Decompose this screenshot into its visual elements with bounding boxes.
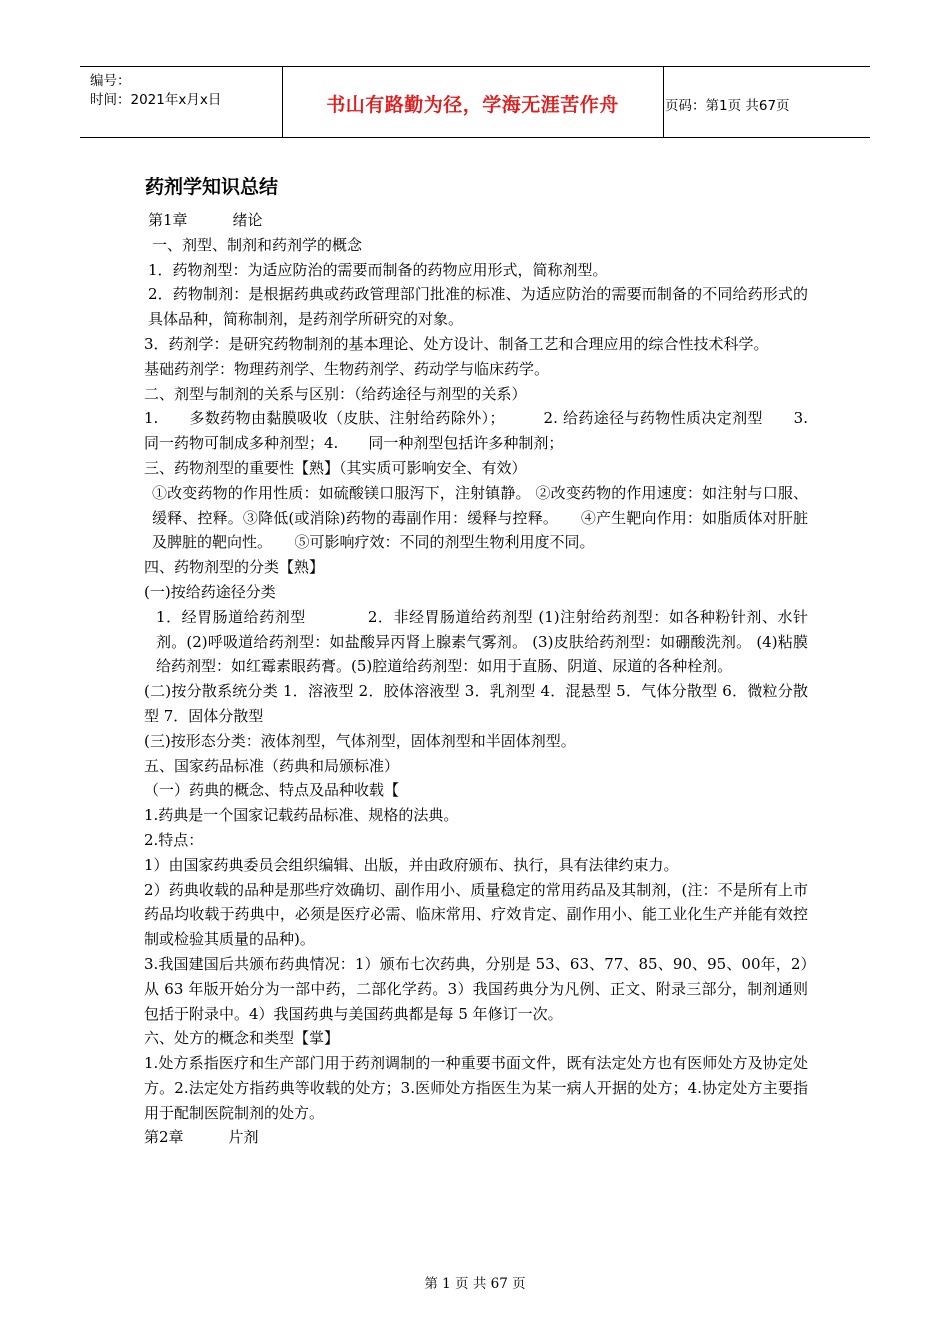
number-label: 编号： xyxy=(90,73,131,89)
paragraph: 1.处方系指医疗和生产部门用于药剂调制的一种重要书面文件，既有法定处方也有医师处方及协定处方。2.法定处方指药典等收载的处方；3.医师处方指医生为某一病人开据的处方；4.协定处方主要指用于配制医院制剂的处方。 xyxy=(144,1054,808,1122)
document-title: 药剂学知识总结 xyxy=(145,176,279,198)
subsection-heading: （一）药典的概念、特点及品种收载【 xyxy=(144,781,400,800)
header-table xyxy=(80,66,870,138)
paragraph: 2．药物制剂：是根据药典或药政管理部门批准的标准、为适应防治的需要而制备的不同给药形式的具体品种，简称制剂，是药剂学所研究的对象。 xyxy=(148,285,808,329)
section-heading: 一、剂型、制剂和药剂学的概念 xyxy=(152,235,363,254)
header-motto: 书山有路勤为径，学海无涯苦作舟 xyxy=(326,94,619,116)
paragraph: 1）由国家药典委员会组织编辑、出版，并由政府颁布、执行，具有法律约束力。 xyxy=(144,855,679,874)
paragraph: ①改变药物的作用性质：如硫酸镁口服泻下，注射镇静。 ②改变药物的作用速度：如注射与口服、缓释、控释。③降低(或消除)药物的毒副作用：缓释与控释。 ④产生靶向作用：如脂质体对肝脏及脾脏的靶向性。 ⑤可影响疗效：不同的剂型生物利用度不同。 xyxy=(152,483,808,552)
paragraph: (二)按分散系统分类 1．溶液型 2．胶体溶液型 3．乳剂型 4．混悬型 5．气体分散型 6．微粒分散型 7．固体分散型 xyxy=(144,682,808,725)
paragraph: 2）药典收载的品种是那些疗效确切、副作用小、质量稳定的常用药品及其制剂，(注：不是所有上市药品均收载于药典中，必须是医疗必需、临床常用、疗效肯定、副作用小、能工业化生产并能有效控制或检验其质量的品种)。 xyxy=(144,880,808,949)
paragraph: 1．经胃肠道给药剂型 2．非经胃肠道给药剂型 (1)注射给药剂型：如各种粉针剂、水针剂。(2)呼吸道给药剂型：如盐酸异丙肾上腺素气雾剂。 (3)皮肤给药剂型：如硼酸洗剂。 (4)粘膜给药剂型：如红霉素眼药膏。(5)腔道给药剂型：如用于直肠、阴道、尿道的各种栓剂。 xyxy=(156,607,808,676)
section-heading: 三、药物剂型的重要性【熟】（其实质可影响安全、有效） xyxy=(144,458,527,477)
paragraph: 1．药物剂型：为适应防治的需要而制备的药物应用形式，简称剂型。 xyxy=(148,260,608,279)
chapter-heading: 第2章 片剂 xyxy=(144,1128,259,1147)
subsection-heading: (一)按给药途径分类 xyxy=(144,582,276,601)
paragraph: 3.我国建国后共颁布药典情况：1）颁布七次药典，分别是 53、63、77、85、90、95、00年，2）从 63 年版开始分为一部中药，二部化学药。3）我国药典分为凡例、正文、附录三部分，制剂通则包括于附录中。4）我国药典与美国药典都是每 5 年修订一次。 xyxy=(144,954,808,1023)
section-heading: 二、剂型与制剂的关系与区别：（给药途径与剂型的关系） xyxy=(144,384,527,403)
header-meta xyxy=(90,72,221,110)
document-body xyxy=(144,208,839,1150)
header-divider xyxy=(663,67,664,137)
paragraph: 基础药剂学：物理药剂学、生物药剂学、药动学与临床药学。 xyxy=(144,359,550,378)
header-page-label: 页码：第1页 共67页 xyxy=(665,98,790,114)
chapter-heading: 第1章 绪论 xyxy=(148,211,263,229)
section-heading: 六、处方的概念和类型【掌】 xyxy=(144,1029,340,1048)
paragraph: 1. 多数药物由黏膜吸收（皮肤、注射给药除外）； 2. 给药途径与药物性质决定剂型 3. 同一药物可制成多种剂型；4. 同一种剂型包括许多种制剂； xyxy=(144,409,839,453)
date-label: 时间：2021年x月x日 xyxy=(90,92,222,108)
paragraph: 2.特点： xyxy=(144,830,204,849)
paragraph: 3．药剂学：是研究药物制剂的基本理论、处方设计、制备工艺和合理应用的综合性技术科学。 xyxy=(144,334,769,353)
section-heading: 五、国家药品标准（药典和局颁标准） xyxy=(144,756,400,775)
paragraph: 1.药典是一个国家记载药品标准、规格的法典。 xyxy=(144,806,459,825)
paragraph: (三)按形态分类：液体剂型，气体剂型，固体剂型和半固体剂型。 xyxy=(144,731,576,750)
page-footer: 第 1 页 共 67 页 xyxy=(424,1276,526,1292)
section-heading: 四、药物剂型的分类【熟】 xyxy=(144,558,325,577)
